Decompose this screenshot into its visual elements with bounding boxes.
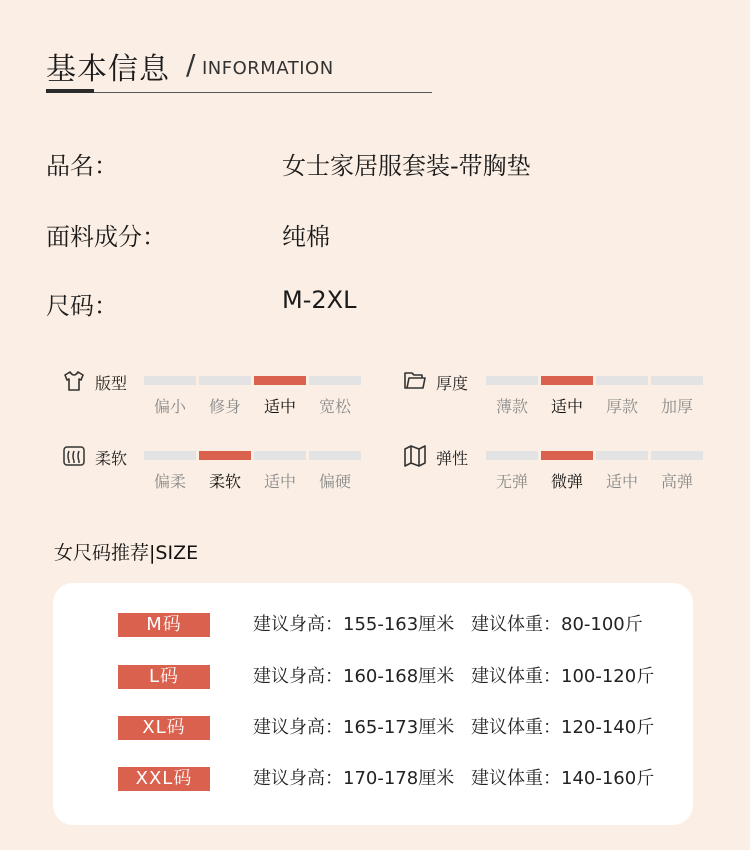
- section-subtitle: INFORMATION: [202, 58, 334, 79]
- size-heading: 女尺码推荐|SIZE: [54, 542, 199, 564]
- metric-segment: [199, 451, 251, 460]
- metric-segment: [596, 451, 648, 460]
- size-tag: XL码: [118, 716, 210, 740]
- size-height: 建议身高：155-163厘米: [253, 614, 455, 635]
- size-weight: 建议体重：120-140斤: [471, 717, 655, 738]
- metric-fit: [62, 369, 362, 416]
- metric-option: 适中: [263, 397, 296, 416]
- size-weight: 建议体重：80-100斤: [471, 614, 643, 635]
- metric-option: 适中: [263, 472, 296, 491]
- info-label: 尺码：: [46, 292, 118, 320]
- info-value: 女士家居服套装-带胸垫: [282, 152, 531, 180]
- info-label: 品名：: [46, 152, 118, 180]
- metric-segment: [486, 451, 538, 460]
- metric-option: 无弹: [495, 472, 528, 491]
- metric-segment: [651, 451, 703, 460]
- size-row: [53, 716, 693, 742]
- size-tag: XXL码: [118, 767, 210, 791]
- metric-option: 修身: [208, 397, 241, 416]
- metric-option: 高弹: [660, 472, 693, 491]
- metric-segment: [199, 376, 251, 385]
- metric-elasticity: [403, 444, 703, 491]
- section-header: [46, 44, 334, 88]
- map-fold-icon: [403, 444, 427, 468]
- size-height: 建议身高：170-178厘米: [253, 768, 455, 789]
- metric-segment: [144, 376, 196, 385]
- metric-label: 厚度: [436, 374, 469, 393]
- folder-icon: [403, 369, 427, 393]
- metric-segment: [309, 451, 361, 460]
- size-card: [53, 583, 693, 825]
- metric-segment: [541, 451, 593, 460]
- tshirt-icon: [62, 369, 86, 393]
- size-tag: M码: [118, 613, 210, 637]
- metric-option: 宽松: [318, 397, 351, 416]
- size-weight: 建议体重：140-160斤: [471, 768, 655, 789]
- size-height: 建议身高：160-168厘米: [253, 666, 455, 687]
- feather-icon: [62, 444, 86, 468]
- metric-label: 柔软: [95, 449, 128, 468]
- size-row: [53, 613, 693, 639]
- metric-option: 柔软: [208, 472, 241, 491]
- size-tag: L码: [118, 665, 210, 689]
- header-divider: [46, 92, 432, 93]
- metric-option: 薄款: [495, 397, 528, 416]
- metric-option: 厚款: [605, 397, 638, 416]
- metric-thickness: [403, 369, 703, 416]
- section-title: 基本信息: [46, 52, 170, 87]
- metric-softness: [62, 444, 362, 491]
- metric-segment: [596, 376, 648, 385]
- size-height: 建议身高：165-173厘米: [253, 717, 455, 738]
- size-weight: 建议体重：100-120斤: [471, 666, 655, 687]
- info-value: 纯棉: [282, 223, 330, 251]
- info-label: 面料成分：: [46, 223, 166, 251]
- metric-segment: [254, 376, 306, 385]
- metric-segment: [486, 376, 538, 385]
- title-separator: /: [186, 48, 196, 81]
- header-accent-bar: [46, 89, 94, 93]
- metric-option: 适中: [605, 472, 638, 491]
- metric-label: 弹性: [436, 449, 469, 468]
- metric-option: 偏小: [153, 397, 186, 416]
- metric-segment: [309, 376, 361, 385]
- metric-option: 偏柔: [153, 472, 186, 491]
- metric-option: 加厚: [660, 397, 693, 416]
- metric-segment: [254, 451, 306, 460]
- metric-label: 版型: [95, 374, 128, 393]
- metric-option: 微弹: [550, 472, 583, 491]
- metric-segment: [144, 451, 196, 460]
- metric-option: 适中: [550, 397, 583, 416]
- size-row: [53, 665, 693, 691]
- size-row: [53, 767, 693, 793]
- metric-option: 偏硬: [318, 472, 351, 491]
- info-value: M-2XL: [282, 286, 357, 314]
- metric-segment: [651, 376, 703, 385]
- metric-segment: [541, 376, 593, 385]
